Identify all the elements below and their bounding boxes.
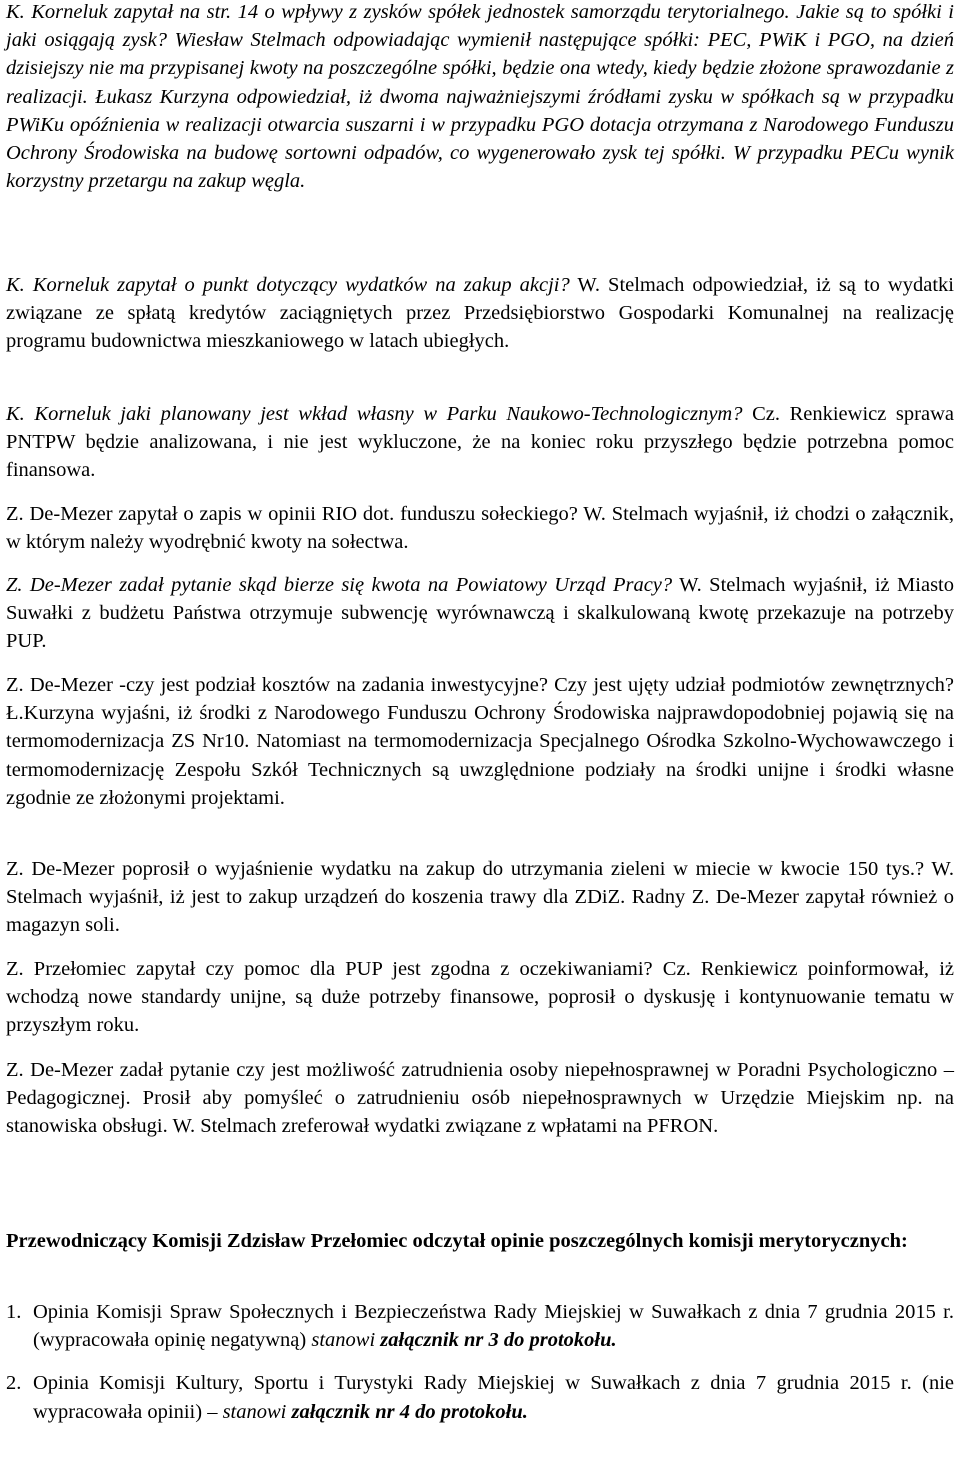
list-item-text: Opinia Komisji Spraw Społecznych i Bezpieczeństwa Rady Miejskiej w Suwałkach z dnia 7 grudnia 2015 r. (wypracowała opinię negatywną) [33,1301,954,1352]
paragraph-text: Z. De-Mezer -czy jest podział kosztów na zadania inwestycyjne? Czy jest ujęty udział podmiotów zewnętrznych? Ł.Kurzyna wyjaśni, iż środki z Narodowego Funduszu Ochrony Środowiska najprawdopodobniej pojawią się na termomodernizacja ZS Nr10. Natomiast na termomodernizacja Specjalnego Ośrodka Szkolno-Wychowawczego i termomodernizację Zespołu Szkół Technicznych są uwzględnione podziały na środki unijne i środki własne zgodnie ze złożonymi projektami. [6,674,954,809]
paragraph-text: Z. Przełomiec zapytał czy pomoc dla PUP jest zgodna z oczekiwaniami? Cz. Renkiewicz poinformował, iż wchodzą nowe standardy unijne, są duże potrzeby finansowe, poprosił o dyskusję i kontynuowanie tematu w przyszłym roku. [6,958,954,1037]
paragraph-korneluk-park-naukowy [6,400,954,485]
section-heading: Przewodniczący Komisji Zdzisław Przełomiec odczytał opinie poszczególnych komisji merytorycznych: [6,1230,908,1252]
list-item [6,1298,954,1354]
list-item-stanowi: stanowi [217,1400,292,1423]
paragraph-demezer-zatrudnienie [6,1056,954,1141]
paragraph-text: Z. De-Mezer zapytał o zapis w opinii RIO dot. funduszu sołeckiego? W. Stelmach wyjaśnił, iż chodzi o załącznik, w którym należy wyodrębnić kwoty na sołectwa. [6,503,954,554]
question-text: K. Korneluk jaki planowany jest wkład własny w Parku Naukowo-Technologicznym? [6,403,743,425]
paragraph-text: Z. De-Mezer poprosił o wyjaśnienie wydatku na zakup do utrzymania zieleni w miecie w kwocie 150 tys.? W. Stelmach wyjaśnił, iż jest to zakup urządzeń do koszenia trawy dla ZDiZ. Radny Z. De-Mezer zapytał również o magazyn soli. [6,858,954,937]
question-text: K. Korneluk zapytał o punkt dotyczący wydatków na zakup akcji? [6,274,570,296]
list-item-number: 1. [6,1301,22,1323]
list-item-number: 2. [6,1372,22,1395]
answer-text: W. Stelmach wyjaśnił, iż Miasto Suwałki z budżetu Państwa otrzymuje subwencję wyrównawczą i skalkulowaną kwotę przekazuje na potrzeby PUP. [6,574,955,653]
paragraph-demezer-fundusz-solecki [6,500,954,556]
answer-text: Cz. Renkiewicz sprawa PNTPW będzie analizowana, i nie jest wykluczone, że na koniec roku przyszłego będzie potrzebna pomoc finansowa. [6,403,954,482]
list-item [6,1369,954,1425]
paragraph-przelomiec-pomoc-pup [6,955,954,1040]
opinions-list [6,1298,954,1426]
paragraph-text: Z. De-Mezer zadał pytanie czy jest możliwość zatrudnienia osoby niepełnosprawnej w Poradni Psychologiczno – Pedagogicznej. Prosił aby pomyśleć o zatrudnieniu osób niepełnosprawnych w Urzędzie Miejskim np. na stanowiska obsługi. W. Stelmach zreferował wydatki związane z wpłatami na PFRON. [6,1059,954,1138]
paragraph-demezer-urzad-pracy [6,571,954,656]
list-item-text: Opinia Komisji Kultury, Sportu i Turystyki Rady Miejskiej w Suwałkach z dnia 7 grudnia 2015 r. (nie wypracowała opinii) – [33,1372,954,1423]
paragraph-demezer-utrzymanie-zieleni [6,855,954,940]
answer-text: W. Stelmach odpowiedział, iż są to wydatki związane ze spłatą kredytów zaciągniętych przez Przedsiębiorstwo Gospodarki Komunalnej na realizację programu budownictwa mieszkaniowego w latach ubiegłych. [6,274,954,353]
list-item-stanowi: stanowi [306,1329,381,1352]
list-item-attachment: załącznik nr 4 do protokołu. [291,1400,528,1423]
paragraph-korneluk-wydatki-akcje [6,271,954,356]
question-text: Z. De-Mezer zadał pytanie skąd bierze się kwota na Powiatowy Urząd Pracy? [6,574,673,596]
paragraph-korneluk-zyski-spolek [6,0,954,195]
paragraph-text: K. Korneluk zapytał na str. 14 o wpływy z zysków spółek jednostek samorządu terytorialnego. Jakie są to spółki i jaki osiągają zysk? Wiesław Stelmach odpowiadając wymienił następujące spółki: PEC, PWiK i PGO, na dzień dzisiejszy nie ma przypisanej kwoty na poszczególne spółki, będzie ona wtedy, kiedy będzie złożone sprawozdanie z realizacji. Łukasz Kurzyna odpowiedział, iż dwoma najważniejszymi źródłami zysku w spółkach są w przypadku PWiKu opóźnienia w realizacji otwarcia suszarni i w przypadku PGO dotacja otrzymana z Narodowego Funduszu Ochrony Środowiska na budowę sortowni odpadów, co wygenerowało zysk tej spółki. W przypadku PECu wynik korzystny przetargu na zakup węgla. [6,1,954,193]
list-item-attachment: załącznik nr 3 do protokołu. [380,1329,617,1352]
paragraph-demezer-koszty-inwestycje [6,671,954,812]
